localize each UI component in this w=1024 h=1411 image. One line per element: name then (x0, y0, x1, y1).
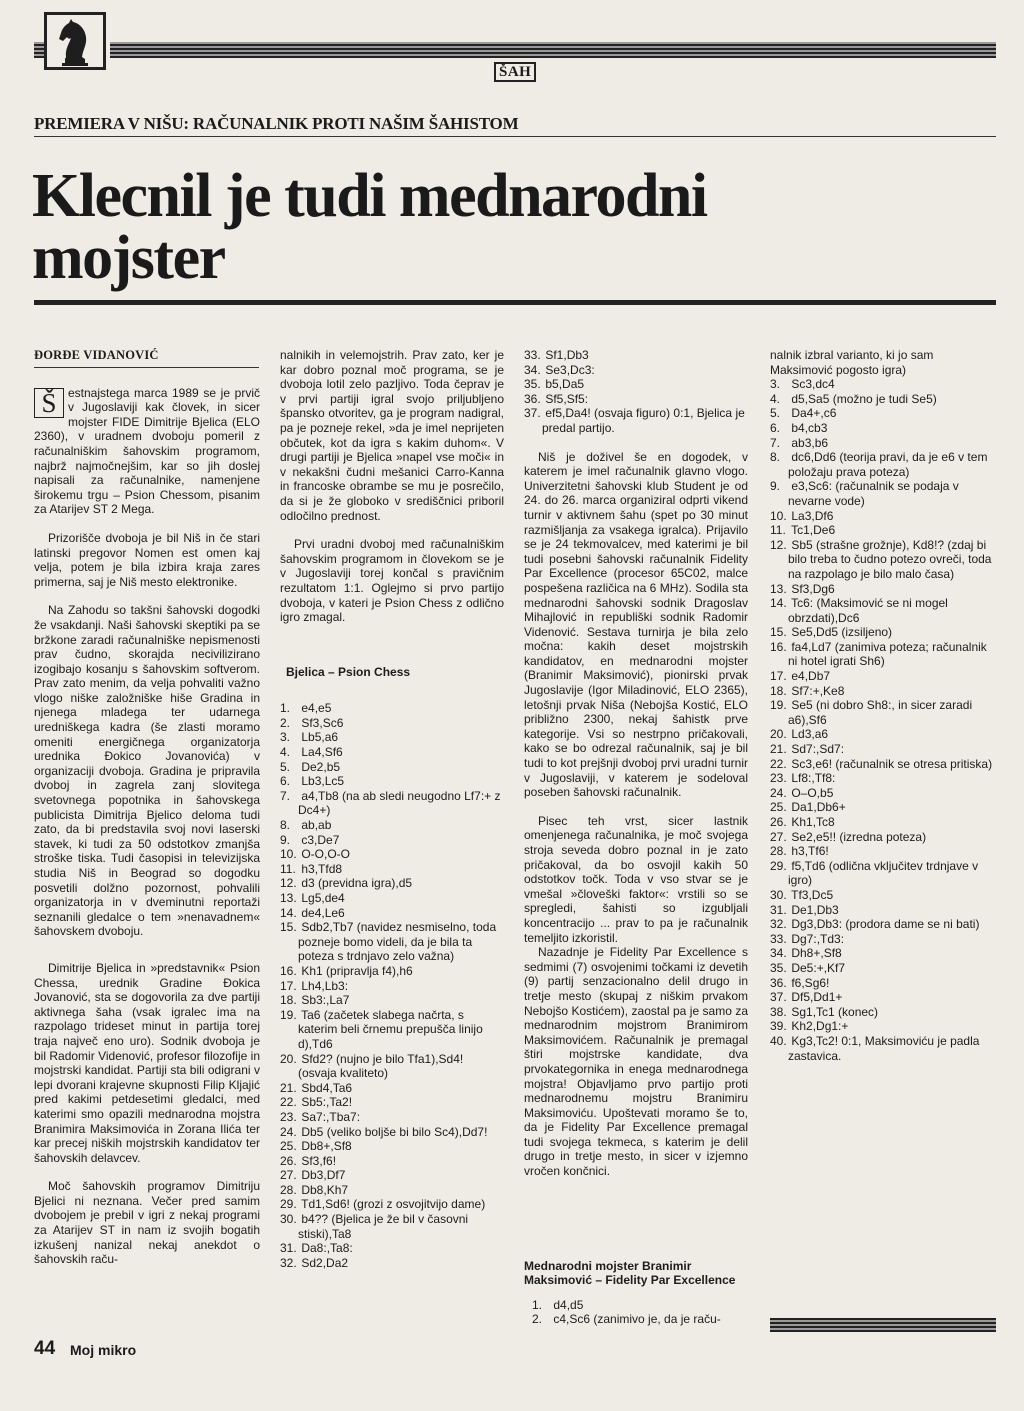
move-text: Db8+,Sf8 (301, 1139, 352, 1154)
move-number: 37. (770, 990, 787, 1005)
move-number: 28. (280, 1182, 297, 1197)
move-number: 26. (770, 815, 787, 829)
move-text: Sf1,Db3 (545, 348, 589, 362)
move-number: 39. (770, 1019, 787, 1034)
move-item (770, 961, 994, 976)
drop-cap: Š (34, 388, 64, 418)
move-number: 33. (770, 931, 787, 946)
move-text: h3,Tf6! (791, 844, 829, 859)
move-text: Sf3,f6! (301, 1153, 337, 1168)
move-number: 31. (280, 1241, 297, 1256)
move-number: 35. (770, 960, 787, 975)
article-paragraph: Prizorišče dvoboja je bil Niš in če stari latinski pregovor Nomen est omen kaj velja, potem je bila izbira kraja zares primerna, saj je Niš mesto elektronike. (34, 530, 260, 589)
move-item (770, 786, 994, 801)
move-number: 9. (770, 479, 781, 494)
move-number: 16. (770, 639, 787, 654)
move-text: Kh2,Dg1:+ (791, 1019, 849, 1034)
move-item (770, 946, 994, 961)
move-text: ab,ab (301, 818, 332, 833)
column-2 (280, 348, 504, 1270)
move-text: Ta6 (začetek slabega načrta, s katerim beli črnemu prepušča linijo d),Td6 (298, 1007, 483, 1051)
move-number: 12. (770, 537, 787, 552)
move-text: Se5,Dd5 (izsiljeno) (791, 625, 893, 640)
move-number: 8. (280, 818, 291, 833)
move-item (280, 964, 504, 979)
move-item (770, 757, 994, 772)
move-number: 12. (280, 876, 297, 891)
move-number: 2. (280, 715, 291, 730)
move-item (532, 1298, 748, 1313)
move-text: Dh8+,Sf8 (791, 946, 842, 961)
move-number: 36. (770, 975, 787, 990)
move-item (770, 888, 994, 903)
move-number: 7. (770, 435, 781, 450)
move-text: Se5 (ni dobro Sh8:, in sicer zaradi a6),Sf6 (788, 698, 973, 727)
move-item (770, 903, 994, 918)
move-number: 4. (770, 391, 781, 406)
move-number: 23. (280, 1109, 297, 1124)
move-text: fa4,Ld7 (zanimiva poteza; računalnik ni hotel igrati Sh6) (788, 639, 987, 669)
move-item (524, 392, 748, 407)
move-item (280, 1241, 504, 1256)
move-number: 33. (524, 348, 541, 362)
move-item (280, 1110, 504, 1125)
move-item (532, 1312, 748, 1327)
move-text: Tc6: (Maksimović se ni mogel obrzdati),Dc6 (788, 596, 948, 625)
move-text: Tc1,De6 (791, 523, 836, 538)
move-item (524, 377, 748, 392)
knight-icon (53, 17, 97, 67)
move-number: 9. (280, 832, 291, 847)
move-text: O–O,b5 (791, 785, 834, 800)
move-number: 16. (280, 963, 297, 978)
column-3 (524, 348, 748, 1327)
move-text: Sf3,Dg6 (791, 581, 835, 596)
article-paragraph: Prvi uradni dvoboj med računalniškim šahovskim programom in človekom se je v Jugoslaviji torej končal s pravičnim rezultatom 1:1. Oglejmo si prvo partijo dvoboja, v kateri je Psion Chess z odlično igro zmagal. (280, 537, 504, 625)
move-item (280, 789, 504, 818)
move-item (280, 920, 504, 964)
move-number: 30. (770, 887, 787, 902)
headline-line-1: Klecnil je tudi mednarodni (32, 162, 707, 230)
move-item (280, 862, 504, 877)
move-item (770, 844, 994, 859)
move-text: ab3,b6 (791, 435, 829, 450)
move-item (280, 701, 504, 716)
move-item (770, 582, 994, 597)
move-item (770, 406, 994, 421)
move-text: d3 (previdna igra),d5 (301, 876, 413, 891)
move-number: 20. (280, 1051, 297, 1066)
move-number: 32. (280, 1255, 297, 1270)
move-text: f5,Td6 (odlična vključitev trdnjave v igro) (788, 858, 979, 888)
move-text: d4,d5 (553, 1297, 584, 1312)
article-paragraph: Pisec teh vrst, sicer lastnik omenjenega računalnika, je moč svojega stroja seveda dobro poznal in je zato pričakoval, da bo osvojil kakih 50 odstotkov točk. Toda v vso stvar se je vmešal »človeški faktor«: vrstili so se spregledi, šahisti so izgubljali koncentracijo ... prav to pa je računalnik temeljito izkoristil. (524, 813, 748, 945)
move-text: Sb3:,La7 (301, 993, 350, 1008)
headline-rule (34, 300, 996, 305)
move-text: Sf3,Sc6 (301, 715, 344, 730)
move-text: Ld3,a6 (791, 727, 829, 742)
move-item (280, 1125, 504, 1140)
move-text: Lg5,de4 (301, 891, 345, 905)
move-text: Tf3,Dc5 (791, 887, 834, 902)
move-text: Sc3,e6! (računalnik se otresa pritiska) (791, 756, 993, 771)
move-number: 35. (524, 377, 541, 392)
move-item (770, 698, 994, 727)
move-text: Sc3,dc4 (791, 377, 835, 392)
move-item (280, 1256, 504, 1271)
move-number: 25. (280, 1139, 297, 1154)
move-item (280, 1095, 504, 1110)
move-text: Db5 (veliko boljše bi bilo Sc4),Dd7! (301, 1124, 488, 1139)
move-number: 29. (770, 858, 787, 873)
move-number: 6. (280, 774, 291, 789)
move-item (280, 1183, 504, 1198)
move-item (280, 1052, 504, 1081)
move-text: f6,Sg6! (791, 975, 830, 990)
article-paragraph: Nazadnje je Fidelity Par Excellence s sedmimi (7) osvojenimi točkami iz devetih (9) partij senzacionalno delil drugo in tretje mesto (skupaj z niškim prvakom Nebojšo Kostićem), zaostal pa je samo za mednarodnim mojstrom Branimirom Maksimovićem. Računalnik je premagal štiri mojstrske kandidate, dva prvokategornika in enega mednarodnega mojstra! Objavljamo prvo partijo proti mednarodnemu mojstru Branimiru Maksimoviću. Upoštevati moramo še to, da je Fidelity Par Excellence premagal tudi svojega tekmeca, s katerim je delil drugo in tretje mesto, in sicer v izjemno vročen končnici. (524, 945, 748, 1179)
author-byline: ĐORĐE VIDANOVIĆ (34, 348, 259, 368)
move-number: 34. (770, 946, 787, 961)
move-text: b4,cb3 (791, 420, 828, 435)
move-text: De2,b5 (301, 759, 341, 774)
move-item (770, 538, 994, 582)
move-item (770, 421, 994, 436)
move-item (770, 830, 994, 845)
move-item (280, 1168, 504, 1183)
move-item (770, 450, 994, 479)
move-item (770, 625, 994, 640)
move-list (524, 348, 748, 436)
move-number: 30. (280, 1212, 297, 1227)
move-number: 19. (770, 698, 787, 713)
move-item (770, 917, 994, 932)
move-number: 18. (280, 993, 297, 1008)
move-number: 3. (280, 730, 291, 745)
move-item (280, 876, 504, 891)
move-item (770, 815, 994, 830)
move-item (524, 348, 748, 363)
move-text: Sg1,Tc1 (konec) (791, 1004, 879, 1019)
move-item (280, 1008, 504, 1052)
move-number: 26. (280, 1153, 297, 1168)
move-number: 13. (280, 891, 297, 905)
move-item (280, 745, 504, 760)
move-item (770, 1034, 994, 1063)
move-item (280, 716, 504, 731)
move-text: De5:+,Kf7 (791, 960, 846, 975)
move-number: 40. (770, 1033, 787, 1048)
move-number: 8. (770, 450, 781, 465)
move-number: 23. (770, 771, 787, 786)
move-text: Sd7:,Sd7: (791, 742, 845, 757)
move-number: 21. (770, 742, 787, 757)
move-item (280, 1139, 504, 1154)
move-item (770, 859, 994, 888)
move-item (770, 727, 994, 742)
move-number: 17. (280, 978, 297, 993)
move-text: e4,Db7 (791, 669, 831, 684)
article-paragraph (34, 386, 260, 517)
move-number: 15. (280, 920, 297, 935)
move-number: 29. (280, 1197, 297, 1212)
move-item (770, 436, 994, 451)
game-title: Mednarodni mojster Branimir Maksimović – Fidelity Par Excellence (524, 1258, 736, 1288)
move-number: 17. (770, 669, 787, 684)
move-item (280, 847, 504, 862)
move-text: dc6,Dd6 (teorija pravi, da je e6 v tem položaju prava poteza) (788, 450, 988, 479)
move-number: 4. (280, 745, 291, 760)
move-item (280, 818, 504, 833)
move-text: Kg3,Tc2! 0:1, Maksimoviću je padla zastavica. (788, 1033, 980, 1063)
move-text: O-O,O-O (301, 847, 351, 862)
move-item (280, 730, 504, 745)
move-text: Db3,Df7 (301, 1168, 346, 1183)
move-item (524, 363, 748, 378)
move-number: 28. (770, 844, 787, 859)
move-text: Sf5,Sf5: (545, 391, 589, 406)
column-1 (34, 348, 260, 1281)
move-item (280, 760, 504, 775)
move-number: 22. (770, 756, 787, 771)
article-paragraph: nalnikih in velemojstrih. Prav zato, ker je kar dobro poznal moč programa, se je dvoboja lotil zelo pazljivo. Toda čeprav je v prvi partiji igral svojo priljubljeno špansko otvoritev, ga je program nadigral, pa je pozneje rekel, »da je imel neprijeten občutek, kot da igra s kakim duhom«. V drugi partiji je Bjelica »napel vse moči« in v nekakšni čudni mešanici Carro-Kanna in francoske obrambe se mu je posrečilo, da si je že globoko v središčnici priboril odločilno prednost. (280, 348, 504, 523)
move-text: Sb5 (strašne grožnje), Kd8!? (zdaj bi bilo treba to čudno potezo ovreči, toda na razpolago je bilo malo časa) (788, 537, 992, 581)
move-number: 1. (532, 1297, 543, 1312)
move-number: 19. (280, 1007, 297, 1022)
move-text: a4,Tb8 (na ab sledi neugodno Lf7:+ z Dc4+) (298, 788, 501, 818)
move-number: 7. (280, 788, 291, 803)
header-band-left (34, 42, 44, 58)
move-number: 37. (524, 406, 541, 421)
move-item (770, 990, 994, 1005)
move-number: 11. (280, 861, 296, 876)
move-item (280, 906, 504, 921)
article-paragraph: Moč šahovskih programov Dimitriju Bjelici ni neznana. Večer pred samim dvobojem je prebil v igri z nekaj programi za Atarijev ST in nam iz svojih bogatih izkušenj nanizal nekaj anekdot o šahovskih raču- (34, 1179, 260, 1267)
move-item (770, 523, 994, 538)
move-item (770, 742, 994, 757)
paragraph-text: estnajstega marca 1989 se je prvič v Jugoslaviji kak človek, in sicer mojster FIDE Dimitrije Bjelica (ELO 2360), v uradnem dvoboju pomeril z računalniškim šahovskim programom, najbrž najmočnejšim, kar so jih doslej napisali za računalnike, namenjene širokemu trgu – Psion Chessom, pisanim za Atarijev ST 2 Mega. (34, 385, 260, 517)
move-text: Sdb2,Tb7 (navidez nesmiselno, toda pozneje bomo videli, da je bila ta poteza s trdnjavo zelo važna) (298, 920, 497, 964)
article-paragraph: Niš je doživel še en dogodek, v katerem je imel računalnik glavno vlogo. Univerzitetni šahovski klub Student je od 24. do 26. marca organiziral odprti vikend turnir v aktivnem šahu (spet po 30 minut razmišljanja za vsakega igralca). Prijavilo se je 24 tekmovalcev, med katerimi je bil tudi posebni šahovski računalnik Fidelity Par Excellence (procesor 65C02, malce pospešena različica na 6 MHz). Sodila sta mednarodni šahovski sodnik Dragoslav Mihajlović in republiški sodnik Radomir Videnović. Sestava turnirja je bila zelo močna: kakih deset mojstrskih kandidatov, en mednarodni mojster (Branimir Maksimović), pionirski prvak Jugoslavije (Igor Miladinović, ELO 2365), letošnji prvak Niša (Nebojša Kostić, ELO približno 2300, nekaj šahistk prve kategorije. Vsi so nestrpno pričakovali, kako se bo odrezal računalnik, saj je bil tudi to kot prejšnji dvoboj prvi uradni turnir v Jugoslaviji, v katerem je sodeloval poseben šahovski računalnik. (524, 449, 748, 800)
move-text: Dg7:,Td3: (791, 931, 845, 946)
header-band (110, 42, 996, 58)
move-text: Sa7:,Tba7: (301, 1109, 361, 1124)
move-number: 2. (532, 1312, 543, 1327)
move-text: c4,Sc6 (zanimivo je, da je raču- (553, 1312, 721, 1327)
move-number: 13. (770, 581, 787, 596)
page-number: 44 (34, 1338, 56, 1359)
move-text: e3,Sc6: (računalnik se podaja v nevarne vode) (788, 479, 959, 508)
move-number: 32. (770, 917, 787, 932)
page-title (32, 162, 992, 292)
move-item (770, 640, 994, 669)
move-number: 31. (770, 902, 787, 917)
move-number: 18. (770, 683, 787, 698)
move-number: 24. (280, 1124, 297, 1139)
move-item (770, 771, 994, 786)
chess-knight-logo (44, 12, 106, 70)
move-text: de4,Le6 (301, 905, 345, 920)
move-text: Lb3,Lc5 (301, 774, 345, 789)
move-text: Se3,Dc3: (545, 362, 595, 377)
move-text: Sb5:,Ta2! (301, 1095, 353, 1110)
move-text: Da8:,Ta8: (301, 1241, 353, 1256)
section-tag: ŠAH (494, 62, 536, 82)
move-number: 10. (770, 508, 787, 523)
move-text: De1,Db3 (791, 902, 839, 917)
move-text: ef5,Da4! (osvaja figuro) 0:1, Bjelica je predal partijo. (542, 406, 745, 435)
move-item (770, 392, 994, 407)
move-number: 25. (770, 800, 787, 815)
move-number: 38. (770, 1004, 787, 1019)
move-text: La3,Df6 (791, 508, 834, 523)
magazine-name: Moj mikro (70, 1342, 137, 1358)
move-text: h3,Tfd8 (301, 861, 343, 876)
column-4 (770, 348, 994, 1063)
move-text: Se2,e5!! (izredna poteza) (791, 829, 927, 844)
move-number: 27. (280, 1168, 297, 1183)
move-number: 14. (280, 905, 297, 920)
move-number: 20. (770, 727, 787, 742)
move-number: 15. (770, 625, 787, 640)
move-number: 6. (770, 420, 781, 435)
move-number: 22. (280, 1095, 297, 1110)
move-item (770, 1005, 994, 1020)
move-number: 11. (770, 523, 786, 538)
move-item (280, 993, 504, 1008)
move-number: 36. (524, 391, 541, 406)
move-number: 24. (770, 785, 787, 800)
move-text: Sf7:+,Ke8 (791, 683, 845, 698)
move-text: b5,Da5 (545, 377, 585, 392)
move-item (770, 800, 994, 815)
article-paragraph: Na Zahodu so takšni šahovski dogodki že vsakdanji. Naši šahovski skeptiki pa se bržkone zaradi računalniške nepismenosti prav čudno, skorajda necivilizirano izogibajo kosanju s šahovskim softverom. Prav zato menim, da velja pohvaliti važno vlogo niške založniške hiše Gradina in njenega mladega ter udarnega uredniškega kadra (še zlasti moramo omeniti energičnega organizatorja urednika Đokico Jovanovića) v organizaciji dvoboja. Gradina je pripravila dvoboj in zagrela zanj slovitega svetovnega popotnika in šahovskega publicista Dimitrija Bjelico deloma tudi zato, da bi predstavila svoj novi laserski stavek, ki tudi za 50 odstotkov zmanjša stroške tiska. Tudi časopisi in televizijska studia Niš in Beograd so dogodku posvetili dolžno pozornost, pohvalili organizatorja in v dveminutni reportaži seznanili gledalce o tem »nenavadnem« šahovskem dvoboju. (34, 603, 260, 939)
move-text: Td1,Sd6! (grozi z osvojitvijo dame) (301, 1197, 486, 1212)
article-paragraph: nalnik izbral varianto, ki jo sam Maksimović pogosto igra) (770, 348, 934, 377)
kicker-rule (34, 136, 996, 137)
move-item (280, 979, 504, 994)
move-item (770, 479, 994, 508)
move-item (280, 1154, 504, 1169)
move-list (280, 701, 504, 1270)
move-item (280, 833, 504, 848)
move-text: Sbd4,Ta6 (301, 1080, 353, 1095)
move-list (770, 377, 994, 1063)
move-text: d5,Sa5 (možno je tudi Se5) (791, 391, 937, 406)
kicker-line: PREMIERA V NIŠU: RAČUNALNIK PROTI NAŠIM ŠAHISTOM (34, 114, 519, 133)
move-text: Lb5,a6 (301, 730, 339, 745)
move-text: Sfd2? (nujno je bilo Tfa1),Sd4! (osvaja kvaliteto) (298, 1051, 464, 1081)
move-item (524, 406, 748, 435)
article-paragraph: Dimitrije Bjelica in »predstavnik« Psion Chessa, urednik Gradine Đokica Jovanović, sta se dogovorila za dve partiji aktivnega šaha (vsak igralec ima na razpolago trideset minut in partija torej traja največ eno uro). Sodnik dvoboja je bil Radomir Videnović, profesor filozofije in mojstrski kandidat. Partiji sta bili odigrani v lepi dvorani krajevne skupnosti Filip Kljajić pred kakimi petdesetimi gledalci, med katerimi smo opazili mednarodna mojstra Branimira Maksimovića in Zorana Ilića ter kar precej niških mojstrskih kandidatov ter šahovskih delavcev. (34, 960, 260, 1165)
move-item (770, 377, 994, 392)
move-item (770, 976, 994, 991)
move-item (770, 1019, 994, 1034)
move-item (770, 669, 994, 684)
move-number: 14. (770, 596, 787, 611)
move-number: 21. (280, 1080, 297, 1095)
move-text: Db8,Kh7 (301, 1182, 349, 1197)
move-number: 34. (524, 362, 541, 377)
move-item (770, 509, 994, 524)
move-number: 3. (770, 377, 781, 392)
game-title: Bjelica – Psion Chess (286, 664, 411, 679)
move-item (770, 684, 994, 699)
move-item (280, 774, 504, 789)
move-text: Df5,Dd1+ (791, 990, 843, 1005)
move-text: c3,De7 (301, 832, 340, 847)
move-number: 1. (280, 701, 291, 716)
move-text: Kh1,Tc8 (791, 815, 835, 829)
move-text: Lf8:,Tf8: (791, 771, 836, 786)
move-text: Da4+,c6 (791, 406, 837, 421)
move-text: b4?? (Bjelica je že bil v časovni stiski),Ta8 (298, 1212, 469, 1241)
move-number: 5. (770, 406, 781, 421)
headline-line-2: mojster (32, 224, 225, 292)
footer-band (770, 1318, 996, 1332)
move-item (280, 891, 504, 906)
move-item (280, 1212, 504, 1241)
move-text: Sd2,Da2 (301, 1255, 349, 1270)
move-text: Lh4,Lb3: (301, 978, 349, 993)
move-text: e4,e5 (301, 701, 332, 716)
move-text: La4,Sf6 (301, 745, 343, 760)
move-text: Kh1 (pripravlja f4),h6 (301, 963, 413, 978)
move-list (532, 1298, 748, 1327)
move-item (770, 932, 994, 947)
move-item (280, 1197, 504, 1212)
move-number: 10. (280, 847, 297, 862)
move-number: 5. (280, 759, 291, 774)
move-item (280, 1081, 504, 1096)
move-text: Da1,Db6+ (791, 800, 846, 815)
move-text: Dg3,Db3: (prodora dame se ni bati) (791, 917, 980, 932)
move-number: 27. (770, 829, 787, 844)
move-item (770, 596, 994, 625)
